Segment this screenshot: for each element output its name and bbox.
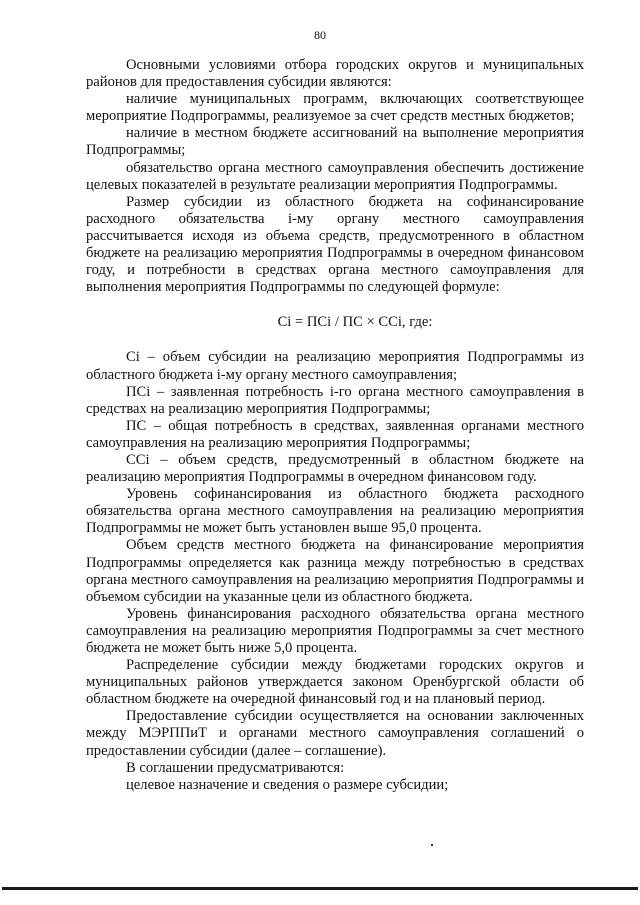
page-number: 80 xyxy=(314,28,326,42)
paragraph-target-purpose: целевое назначение и сведения о размере субсидии; xyxy=(126,776,449,793)
paragraph-def-pci: ПCi – заявленная потребность i-го органа местного самоуправления в средствах на реализацию мероприятия Подпрограммы; xyxy=(86,383,584,417)
paragraph-def-ci: Ci – объем субсидии на реализацию мероприятия Подпрограммы из областного бюджета i-му органу местного самоуправления; xyxy=(86,349,584,383)
paragraph-def-cci: CCi – объем средств, предусмотренный в областном бюджете на реализацию мероприятия Подпрограммы в очередном финансовом году. xyxy=(86,451,584,486)
paragraph-condition-allocations: наличие в местном бюджете ассигнований на выполнение мероприятия Подпрограммы; xyxy=(86,125,584,159)
paragraph-distribution: Распределение субсидии между бюджетами городских округов и муниципальных районов утверждается законом Оренбургской области об областном бюджете на очередной финансовый год и на плановый период. xyxy=(86,657,584,708)
paragraph-cofinancing-level: Уровень софинансирования из областного бюджета расходного обязательства органа местного самоуправления на реализацию мероприятия Подпрограммы не может быть установлен выше 95,0 процента. xyxy=(86,486,584,537)
document-body xyxy=(86,57,584,794)
paragraph-condition-obligation: обязательство органа местного самоуправления обеспечить достижение целевых показателей в результате реализации мероприятия Подпрограммы. xyxy=(86,159,584,193)
paragraph-local-budget-volume: Объем средств местного бюджета на финансирование мероприятия Подпрограммы определяется как разница между потребностью в средствах органа местного самоуправления на реализацию мероприятия Подпрограммы и объемом субсидии на указанные цели из областного бюджета. xyxy=(86,537,584,605)
paragraph-def-ps: ПС – общая потребность в средствах, заявленная органами местного самоуправления на реализацию мероприятия Подпрограммы; xyxy=(86,417,584,451)
scan-speck xyxy=(431,844,433,846)
paragraph-selection-conditions: Основными условиями отбора городских округов и муниципальных районов для предоставления субсидии являются: xyxy=(86,57,584,91)
paragraph-agreement-provides: В соглашении предусматриваются: xyxy=(126,759,345,776)
bottom-rule xyxy=(2,887,638,890)
paragraph-subsidy-size: Размер субсидии из областного бюджета на софинансирование расходного обязательства i-му органу местного самоуправления рассчитывается исходя из объема средств, предусмотренного в областном бюджете на реализацию мероприятия Подпрограммы в очередном финансовом году, и потребности в средствах органа местного самоуправления для выполнения мероприятия Подпрограммы по следующей формуле: xyxy=(86,193,584,296)
paragraph-condition-programs: наличие муниципальных программ, включающих соответствующее мероприятие Подпрограммы, реализуемое за счет средств местных бюджетов; xyxy=(86,91,584,125)
paragraph-agreement: Предоставление субсидии осуществляется на основании заключенных между МЭРППиТ и органами местного самоуправления соглашений о предоставлении субсидии (далее – соглашение). xyxy=(86,708,584,759)
subsidy-formula: Ci = ПCi / ПС × CCi, где: xyxy=(277,314,433,331)
paragraph-local-financing-level: Уровень финансирования расходного обязательства органа местного самоуправления на реализацию мероприятия Подпрограммы за счет местного бюджета не может быть ниже 5,0 процента. xyxy=(86,605,584,656)
